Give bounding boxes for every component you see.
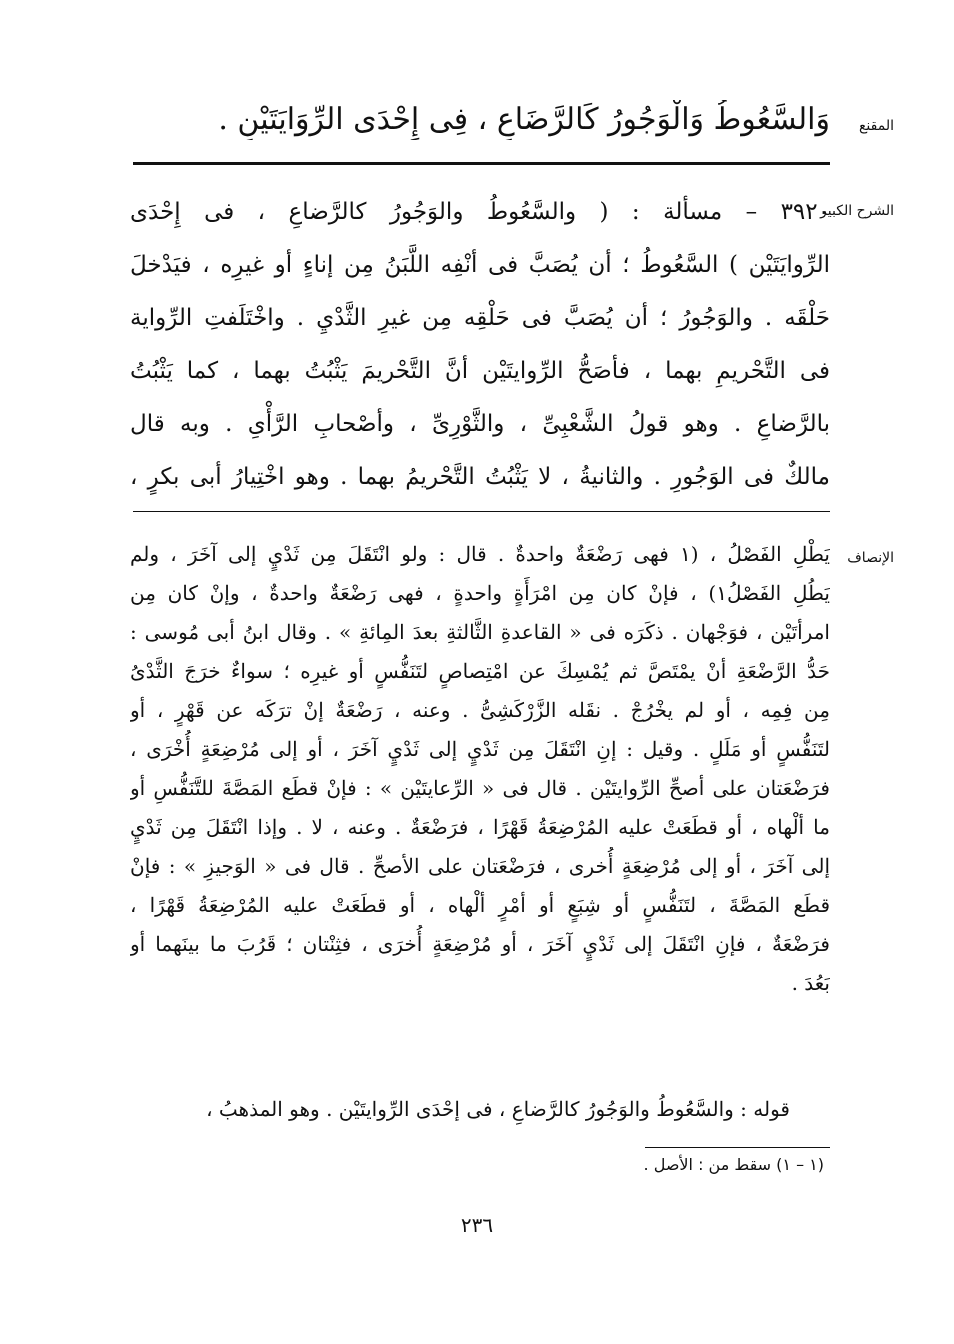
insaf-qawl-line: قوله : والسَّعُوطُ والوَجُورُ كالرَّضاعِ ، فى إحْدَى الرِّوايتَيْن . وهو المذهبُ ، [206, 1097, 790, 1121]
insaf-line: امرأتَيْن ، فوَجْهان . ذكَرَه فى « القاعدةِ الثَّالثةِ بعدَ المِائةِ » . وقال ابنُ أبى مُوسى : [130, 620, 830, 644]
insaf-line: يَطْلِ الفَصْلُ ، (١ فهى رَضْعَةٌ واحدةٌ . قال : ولو انْتَقَلَ مِن ثَدْيٍ إلى آخَرَ ، ولم [130, 542, 830, 566]
insaf-line: حَدُّ الرَّضْعَةِ أنْ يمْتَصَّ ثم يُمْسِكَ عن امْتِصاصٍ لتَنَفُّسٍ أو غيرِه ؛ سواءٌ خرَجَ الثَّدْىُ [130, 659, 830, 683]
insaf-text [130, 535, 830, 1003]
insaf-line: قطَع المَصَّةَ ، لتَنَفُّسٍ أو شِبَعٍ أو أمْرٍ ألْهاه ، أو قطَعَتْ عليه المُرْضِعَةُ قَهْرًا ، [130, 893, 830, 917]
sharh-section-label: الشرح الكبير [820, 203, 894, 219]
footnote-divider [645, 1147, 830, 1148]
muqni-text [130, 100, 830, 140]
sharh-line: فى التَّحْريمِ بهما ، فأصَحُّ الرِّوايتَيْن أنَّ التَّحْريمَ يَثْبُتُ بهما ، كما يَثْبُتُ [130, 358, 830, 384]
insaf-line: فرَضْعَةٌ ، فإنِ انْتَقَلَ إلى ثَدْيٍ آخَرَ ، أو مُرْضِعَةٍ أُخرَى ، فثِنْتان ؛ قَرُبَ ما بينَهما أو [130, 932, 830, 956]
insaf-line: فرَضْعَتان على أصحِّ الرِّوايتَيْن . قال فى « الرِّعايتَيْن » : فإنْ قطَع المَصَّةَ للتَّنَفُّسِ أو [130, 776, 830, 800]
sharh-line: بالرَّضاعِ . وهو قولُ الشَّعْبِىِّ ، والثَّوْرِىِّ ، وأصْحابِ الرَّأْىِ . وبه قال [130, 411, 830, 437]
insaf-line: ما ألْهاه ، أو قطَعَتْ عليه المُرْضِعَةُ قَهْرًا ، فرَضْعَةٌ . وعنه ، لا . وإذا انْتَقَلَ مِن ثَدْيٍ [130, 815, 830, 839]
insaf-line: بَعُدَ . [791, 971, 830, 995]
insaf-section-label: الإنصاف [847, 550, 894, 566]
section-divider-thin [133, 511, 830, 512]
sharh-line: الرِّوايَتَيْن ) السَّعُوطُ ؛ أن يُصَبَّ فى أنْفِه اللَّبَنُ مِن إناءٍ أو غيرِه ، فيَدْخلَ [130, 252, 830, 278]
sharh-line: مالكٌ فى الوَجُورِ . والثانيةُ ، لا يَثْبُتُ التَّحْريمُ بهما . وهو اخْتِيارُ أبى بكرٍ ، [130, 464, 830, 490]
sharh-line: حَلْقَه . والوَجُورُ ؛ أن يُصَبَّ فى حَلْقِه مِن غيرِ الثَّدْيِ . واخْتَلَفتِ الرِّواية [130, 305, 830, 331]
footnote: (١ – ١) سقط من : الأصل . [643, 1155, 824, 1174]
insaf-line: يَطُلِ الفَصْلُ١) ، فإنْ كان مِن امْرَأَةٍ واحدةٍ ، فهى رَضْعَةٌ واحدةٌ ، وإنْ كان مِن [130, 581, 830, 605]
insaf-line: مِن فِمِه ، أو لم يخْرُجْ . نقَله الزَّرْكَشِىُّ . وعنه ، رَضْعَةٌ إنْ ترَكَه عن قَهْرٍ ، أو [130, 698, 830, 722]
muqni-section-label: المقنع [858, 118, 894, 134]
muqni-line: وَالسَّعُوطُ وَالْوَجُورُ كَالرَّضَاعِ ، فِى إِحْدَى الرِّوَايَتَيْنِ . [218, 102, 830, 137]
page-number: ٢٣٦ [460, 1213, 494, 1237]
sharh-text [130, 186, 830, 504]
insaf-line: إلى آخَرَ ، أو إلى مُرْضِعَةٍ أُخرى ، فرَضْعَتان على الأصحِّ . قال فى « الوَجيزِ » : فإنْ [130, 854, 830, 878]
section-divider-thick [133, 162, 830, 165]
insaf-line: لتَنَفُّسٍ أو مَلَلٍ . وقيل : إنِ انْتَقَلَ مِن ثَدْيٍ إلى ثَدْيٍ آخَرَ ، أو إلى مُرْضِعَةٍ أُخْرَى ، [130, 737, 830, 761]
sharh-line: ٣٩٢٠ – مسألة : ( والسَّعُوطُ والوَجُورُ كالرَّضاعِ ، فى إِحْدَى [130, 199, 830, 225]
